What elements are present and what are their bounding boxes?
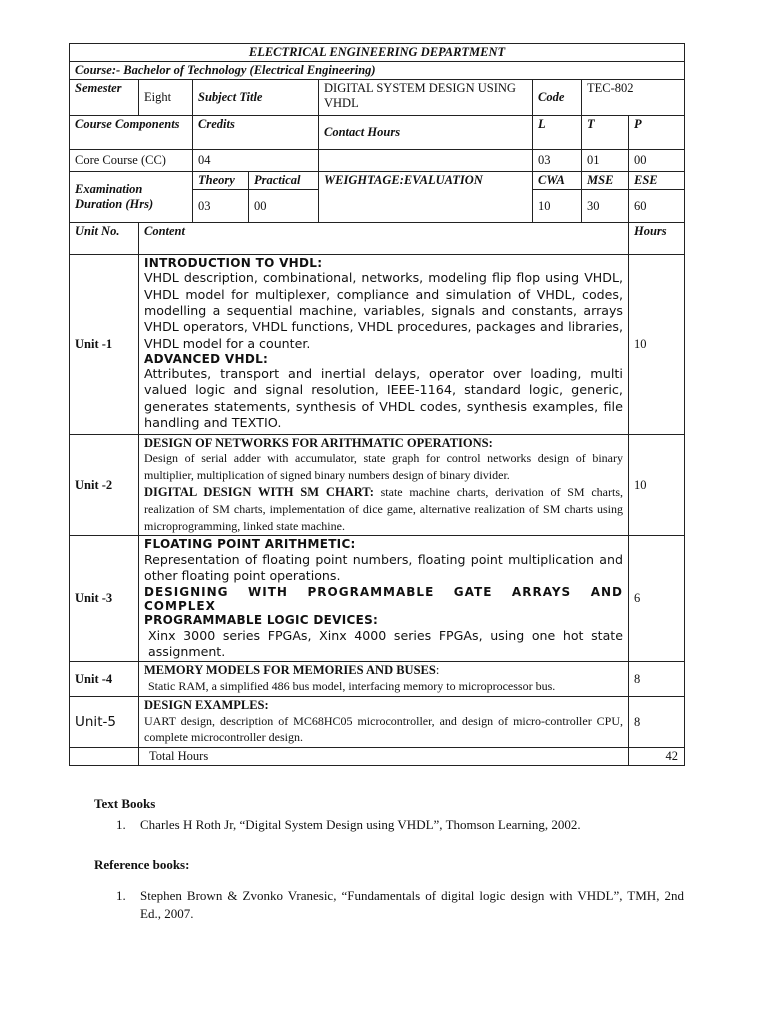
book-citation: Stephen Brown & Zvonko Vranesic, “Fundamentals of digital logic design with VHDL”, TMH, 2nd Ed., 2007. <box>140 888 684 922</box>
section-body: Design of serial adder with accumulator, state graph for control networks design of binary multiplier, multiplication of signed binary numbers design of binary divider. <box>144 451 623 483</box>
ese-value: 60 <box>629 190 685 223</box>
unit-content <box>139 435 629 536</box>
unit-hours: 8 <box>629 662 685 697</box>
content-header: Content <box>139 223 629 255</box>
code-value: TEC-802 <box>582 80 685 116</box>
t-label: T <box>582 116 629 150</box>
department-title: ELECTRICAL ENGINEERING DEPARTMENT <box>70 44 685 62</box>
exam-duration-label: Examination Duration (Hrs) <box>70 172 193 223</box>
list-item <box>94 887 684 923</box>
section-body: Representation of floating point numbers, floating point multiplication and other floating point operations. <box>144 551 623 584</box>
unit-hours: 10 <box>629 255 685 435</box>
syllabus-table <box>69 43 685 766</box>
reference-books-section <box>94 857 684 923</box>
l-value: 03 <box>533 150 582 172</box>
p-label: P <box>629 116 685 150</box>
credits-label: Credits <box>193 116 319 150</box>
list-item-number: 1. <box>116 817 126 832</box>
core-course-label: Core Course (CC) <box>70 150 193 172</box>
unit-content <box>139 536 629 662</box>
cwa-value: 10 <box>533 190 582 223</box>
section-title: INTRODUCTION TO VHDL: <box>144 256 323 270</box>
course-title: Course:- Bachelor of Technology (Electrical Engineering) <box>70 62 685 80</box>
unit-no-header: Unit No. <box>70 223 139 255</box>
unit-label: Unit -4 <box>70 662 139 697</box>
unit-content <box>139 697 629 748</box>
credits-value: 04 <box>193 150 319 172</box>
reference-books-heading: Reference books: <box>94 857 190 872</box>
list-item <box>94 816 684 834</box>
l-label: L <box>533 116 582 150</box>
section-title: FLOATING POINT ARITHMETIC: <box>144 537 356 552</box>
unit-label: Unit-5 <box>70 697 139 748</box>
theory-label: Theory <box>193 172 249 190</box>
section-body: UART design, description of MC68HC05 microcontroller, and design of micro-controller CPU, complete microcontroller design. <box>144 713 623 745</box>
list-item-number: 1. <box>116 888 126 903</box>
ese-label: ESE <box>629 172 685 190</box>
p-value: 00 <box>629 150 685 172</box>
unit-label: Unit -2 <box>70 435 139 536</box>
section-title: DESIGN EXAMPLES: <box>144 698 269 713</box>
section-title: DIGITAL DESIGN WITH SM CHART: <box>144 485 374 500</box>
semester-label: Semester <box>70 80 139 116</box>
unit-content <box>139 255 629 435</box>
total-blank <box>70 748 139 766</box>
subject-title-value: DIGITAL SYSTEM DESIGN USING VHDL <box>319 80 533 116</box>
unit-hours: 10 <box>629 435 685 536</box>
text-books-section <box>94 796 684 834</box>
practical-value: 00 <box>249 190 319 223</box>
text-books-heading: Text Books <box>94 796 156 811</box>
section-title: DESIGNING WITH PROGRAMMABLE GATE ARRAYS AND COMPLEX <box>144 584 623 613</box>
mse-value: 30 <box>582 190 629 223</box>
course-components-label: Course Components <box>70 116 193 150</box>
weightage-label: WEIGHTAGE:EVALUATION <box>319 172 533 223</box>
subject-title-label: Subject Title <box>193 80 319 116</box>
section-body: Static RAM, a simplified 486 bus model, interfacing memory to microprocessor bus. <box>148 679 556 694</box>
section-title: MEMORY MODELS FOR MEMORIES AND BUSES <box>144 663 436 678</box>
section-title: DESIGN OF NETWORKS FOR ARITHMATIC OPERATIONS: <box>144 436 493 451</box>
theory-value: 03 <box>193 190 249 223</box>
unit-hours: 8 <box>629 697 685 748</box>
cwa-label: CWA <box>533 172 582 190</box>
unit-content <box>139 662 629 697</box>
unit-label: Unit -1 <box>70 255 139 435</box>
section-body: Attributes, transport and inertial delays, operator over loading, multi valued logic and signal resolution, IEEE-1164, standard logic, generic, generates statements, synthesis of VHDL codes, synthesis examples, file handling and TEXTIO. <box>144 366 623 432</box>
section-body: state machine charts, derivation of SM charts, realization of SM charts, implementation of dice game, alternative realization of SM charts using microprogramming, linked state machine. <box>144 485 623 533</box>
practical-label: Practical <box>249 172 319 190</box>
contact-hours-label: Contact Hours <box>319 116 533 150</box>
section-title: ADVANCED VHDL: <box>144 352 269 367</box>
section-body: Xinx 3000 series FPGAs, Xinx 4000 series FPGAs, using one hot state assignment. <box>148 627 623 660</box>
book-citation: Charles H Roth Jr, “Digital System Design using VHDL”, Thomson Learning, 2002. <box>140 817 581 832</box>
total-hours-label: Total Hours <box>139 748 629 766</box>
section-title: PROGRAMMABLE LOGIC DEVICES: <box>144 613 379 628</box>
section-title-colon: : <box>435 663 440 678</box>
code-label: Code <box>533 80 582 116</box>
unit-label: Unit -3 <box>70 536 139 662</box>
mse-label: MSE <box>582 172 629 190</box>
t-value: 01 <box>582 150 629 172</box>
semester-value: Eight <box>139 80 193 116</box>
unit-hours: 6 <box>629 536 685 662</box>
total-hours-value: 42 <box>629 748 685 766</box>
contact-hours-blank <box>319 150 533 172</box>
hours-header: Hours <box>629 223 685 255</box>
section-body: VHDL description, combinational, networks, modeling flip flop using VHDL, VHDL model for multiplexer, compliance and simulation of VHDL, codes, modelling a sequential machine, variables, signals and constants, arrays VHDL operators, VHDL functions, VHDL procedures, packages and libraries, VHDL model for a counter. <box>144 270 623 351</box>
